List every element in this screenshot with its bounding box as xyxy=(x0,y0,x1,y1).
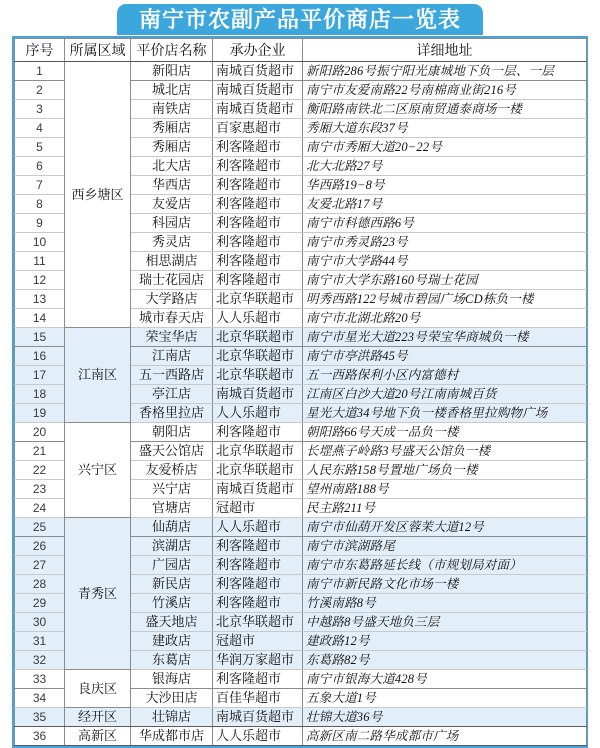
cell-store-name: 壮锦店 xyxy=(131,708,213,727)
cell-enterprise: 利客隆超市 xyxy=(213,271,303,290)
cell-enterprise: 利客隆超市 xyxy=(213,176,303,195)
cell-address: 南宁市亭洪路45号 xyxy=(303,347,587,366)
table-row xyxy=(15,423,587,442)
column-header-region: 所属区域 xyxy=(65,39,131,62)
cell-store-name: 秀厢店 xyxy=(131,138,213,157)
column-header-no: 序号 xyxy=(15,39,65,62)
cell-region: 经开区 xyxy=(65,708,131,727)
cell-store-name: 官塘店 xyxy=(131,499,213,518)
cell-store-name: 竹溪店 xyxy=(131,594,213,613)
cell-no: 11 xyxy=(15,252,65,271)
cell-enterprise: 百家惠超市 xyxy=(213,119,303,138)
cell-no: 14 xyxy=(15,309,65,328)
cell-no: 13 xyxy=(15,290,65,309)
table-row xyxy=(15,328,587,347)
cell-store-name: 兴宁店 xyxy=(131,480,213,499)
table-row xyxy=(15,727,587,746)
cell-address: 朝阳路66号天成一品负一楼 xyxy=(303,423,587,442)
cell-no: 20 xyxy=(15,423,65,442)
cell-no: 29 xyxy=(15,594,65,613)
cell-address: 华西路19−8号 xyxy=(303,176,587,195)
table-row xyxy=(15,670,587,689)
cell-address: 南宁市秀灵路23号 xyxy=(303,233,587,252)
table-row xyxy=(15,62,587,81)
cell-address: 望州南路188号 xyxy=(303,480,587,499)
cell-no: 1 xyxy=(15,62,65,81)
cell-no: 10 xyxy=(15,233,65,252)
cell-enterprise: 利客隆超市 xyxy=(213,233,303,252)
cell-no: 25 xyxy=(15,518,65,537)
cell-no: 7 xyxy=(15,176,65,195)
cell-enterprise: 利客隆超市 xyxy=(213,195,303,214)
cell-store-name: 相思湖店 xyxy=(131,252,213,271)
cell-address: 南宁市大学路44号 xyxy=(303,252,587,271)
cell-region: 高新区 xyxy=(65,727,131,746)
cell-enterprise: 人人乐超市 xyxy=(213,518,303,537)
cell-address: 南宁市秀厢大道20−22号 xyxy=(303,138,587,157)
cell-enterprise: 北京华联超市 xyxy=(213,613,303,632)
cell-enterprise: 人人乐超市 xyxy=(213,309,303,328)
cell-no: 9 xyxy=(15,214,65,233)
cell-address: 南宁市大学东路160号瑞士花园 xyxy=(303,271,587,290)
cell-store-name: 亭江店 xyxy=(131,385,213,404)
cell-no: 30 xyxy=(15,613,65,632)
cell-enterprise: 南城百货超市 xyxy=(213,480,303,499)
cell-address: 衡阳路南铁北二区原南贸通泰商场一楼 xyxy=(303,100,587,119)
cell-store-name: 滨湖店 xyxy=(131,537,213,556)
cell-store-name: 友爱桥店 xyxy=(131,461,213,480)
cell-no: 21 xyxy=(15,442,65,461)
cell-enterprise: 冠超市 xyxy=(213,499,303,518)
cell-enterprise: 利客隆超市 xyxy=(213,556,303,575)
table-row xyxy=(15,708,587,727)
cell-no: 26 xyxy=(15,537,65,556)
cell-store-name: 五一西路店 xyxy=(131,366,213,385)
column-header-store: 平价店名称 xyxy=(131,39,213,62)
page-title: 南宁市农副产品平价商店一览表 xyxy=(117,4,483,35)
cell-no: 15 xyxy=(15,328,65,347)
cell-address: 人民东路158号置地广场负一楼 xyxy=(303,461,587,480)
cell-address: 南宁市滨湖路尾 xyxy=(303,537,587,556)
cell-address: 南宁市科德西路6号 xyxy=(303,214,587,233)
cell-enterprise: 北京华联超市 xyxy=(213,347,303,366)
cell-address: 新阳路286号振宁阳光康城地下负一层、一层 xyxy=(303,62,587,81)
cell-store-name: 江南店 xyxy=(131,347,213,366)
cell-no: 34 xyxy=(15,689,65,708)
cell-region: 西乡塘区 xyxy=(65,62,131,328)
cell-address: 五象大道1号 xyxy=(303,689,587,708)
cell-store-name: 秀灵店 xyxy=(131,233,213,252)
cell-enterprise: 利客隆超市 xyxy=(213,138,303,157)
cell-region: 兴宁区 xyxy=(65,423,131,518)
cell-enterprise: 冠超市 xyxy=(213,632,303,651)
cell-no: 35 xyxy=(15,708,65,727)
title-banner-wrap xyxy=(0,3,600,36)
store-table xyxy=(14,38,587,746)
cell-address: 长堽燕子岭路3号盛天公馆负一楼 xyxy=(303,442,587,461)
cell-enterprise: 南城百货超市 xyxy=(213,81,303,100)
cell-store-name: 城市春天店 xyxy=(131,309,213,328)
cell-enterprise: 南城百货超市 xyxy=(213,708,303,727)
cell-no: 22 xyxy=(15,461,65,480)
cell-address: 高新区南二路华成都市广场 xyxy=(303,727,587,746)
cell-no: 18 xyxy=(15,385,65,404)
cell-address: 南宁市星光大道223号荣宝华商城负一楼 xyxy=(303,328,587,347)
cell-enterprise: 利客隆超市 xyxy=(213,252,303,271)
cell-address: 竹溪南路8号 xyxy=(303,594,587,613)
cell-store-name: 香格里拉店 xyxy=(131,404,213,423)
cell-address: 南宁市友爱南路22号南棉商业街216号 xyxy=(303,81,587,100)
cell-store-name: 荣宝华店 xyxy=(131,328,213,347)
cell-no: 3 xyxy=(15,100,65,119)
cell-no: 31 xyxy=(15,632,65,651)
cell-no: 4 xyxy=(15,119,65,138)
cell-no: 6 xyxy=(15,157,65,176)
cell-address: 南宁市东葛路延长线（市规划局对面） xyxy=(303,556,587,575)
cell-address: 南宁市仙葫开发区蓉茉大道12号 xyxy=(303,518,587,537)
cell-store-name: 盛天地店 xyxy=(131,613,213,632)
column-header-address: 详细地址 xyxy=(303,39,587,62)
cell-store-name: 仙葫店 xyxy=(131,518,213,537)
cell-enterprise: 利客隆超市 xyxy=(213,423,303,442)
cell-store-name: 银海店 xyxy=(131,670,213,689)
cell-enterprise: 利客隆超市 xyxy=(213,594,303,613)
cell-store-name: 华西店 xyxy=(131,176,213,195)
cell-region: 江南区 xyxy=(65,328,131,423)
cell-store-name: 北大店 xyxy=(131,157,213,176)
cell-address: 南宁市银海大道428号 xyxy=(303,670,587,689)
cell-region: 良庆区 xyxy=(65,670,131,708)
cell-enterprise: 华润万家超市 xyxy=(213,651,303,670)
cell-store-name: 大沙田店 xyxy=(131,689,213,708)
cell-no: 32 xyxy=(15,651,65,670)
cell-enterprise: 南城百货超市 xyxy=(213,385,303,404)
cell-no: 12 xyxy=(15,271,65,290)
cell-enterprise: 北京华联超市 xyxy=(213,290,303,309)
cell-no: 5 xyxy=(15,138,65,157)
table-row xyxy=(15,518,587,537)
cell-address: 建政路12号 xyxy=(303,632,587,651)
cell-store-name: 瑞士花园店 xyxy=(131,271,213,290)
cell-store-name: 南铁店 xyxy=(131,100,213,119)
cell-enterprise: 百佳华超市 xyxy=(213,689,303,708)
cell-enterprise: 利客隆超市 xyxy=(213,157,303,176)
cell-address: 南宁市北湖北路20号 xyxy=(303,309,587,328)
cell-address: 壮锦大道36号 xyxy=(303,708,587,727)
cell-enterprise: 人人乐超市 xyxy=(213,727,303,746)
cell-store-name: 华成都市店 xyxy=(131,727,213,746)
cell-address: 东葛路82号 xyxy=(303,651,587,670)
cell-no: 24 xyxy=(15,499,65,518)
column-header-enterprise: 承办企业 xyxy=(213,39,303,62)
cell-no: 28 xyxy=(15,575,65,594)
cell-no: 16 xyxy=(15,347,65,366)
cell-store-name: 秀厢店 xyxy=(131,119,213,138)
cell-address: 友爱北路17号 xyxy=(303,195,587,214)
cell-region: 青秀区 xyxy=(65,518,131,670)
cell-store-name: 东葛店 xyxy=(131,651,213,670)
cell-store-name: 广园店 xyxy=(131,556,213,575)
header-row xyxy=(15,39,587,62)
cell-enterprise: 南城百货超市 xyxy=(213,62,303,81)
cell-store-name: 新民店 xyxy=(131,575,213,594)
cell-no: 36 xyxy=(15,727,65,746)
cell-no: 2 xyxy=(15,81,65,100)
cell-no: 19 xyxy=(15,404,65,423)
cell-enterprise: 北京华联超市 xyxy=(213,461,303,480)
cell-no: 8 xyxy=(15,195,65,214)
cell-enterprise: 南城百货超市 xyxy=(213,100,303,119)
cell-store-name: 友爱店 xyxy=(131,195,213,214)
cell-address: 民主路211号 xyxy=(303,499,587,518)
cell-address: 南宁市新民路文化市场一楼 xyxy=(303,575,587,594)
cell-enterprise: 北京华联超市 xyxy=(213,328,303,347)
table-header xyxy=(15,39,587,62)
cell-store-name: 朝阳店 xyxy=(131,423,213,442)
cell-store-name: 科园店 xyxy=(131,214,213,233)
cell-no: 27 xyxy=(15,556,65,575)
cell-enterprise: 北京华联超市 xyxy=(213,366,303,385)
cell-enterprise: 利客隆超市 xyxy=(213,575,303,594)
cell-address: 北大北路27号 xyxy=(303,157,587,176)
cell-store-name: 建政店 xyxy=(131,632,213,651)
cell-store-name: 盛天公馆店 xyxy=(131,442,213,461)
cell-enterprise: 北京华联超市 xyxy=(213,442,303,461)
table-body xyxy=(15,62,587,746)
cell-address: 明秀西路122号城市碧园广场CD栋负一楼 xyxy=(303,290,587,309)
cell-enterprise: 利客隆超市 xyxy=(213,670,303,689)
cell-address: 中越路8号盛天地负三层 xyxy=(303,613,587,632)
cell-no: 17 xyxy=(15,366,65,385)
cell-no: 33 xyxy=(15,670,65,689)
cell-address: 秀厢大道东段37号 xyxy=(303,119,587,138)
cell-store-name: 城北店 xyxy=(131,81,213,100)
cell-enterprise: 利客隆超市 xyxy=(213,214,303,233)
cell-address: 五一西路保利小区内富德村 xyxy=(303,366,587,385)
cell-address: 星光大道34号地下负一楼香格里拉购物广场 xyxy=(303,404,587,423)
cell-store-name: 大学路店 xyxy=(131,290,213,309)
cell-no: 23 xyxy=(15,480,65,499)
cell-address: 江南区白沙大道20号江南南城百货 xyxy=(303,385,587,404)
cell-enterprise: 人人乐超市 xyxy=(213,404,303,423)
cell-enterprise: 利客隆超市 xyxy=(213,537,303,556)
cell-store-name: 新阳店 xyxy=(131,62,213,81)
store-table-container xyxy=(12,36,588,748)
